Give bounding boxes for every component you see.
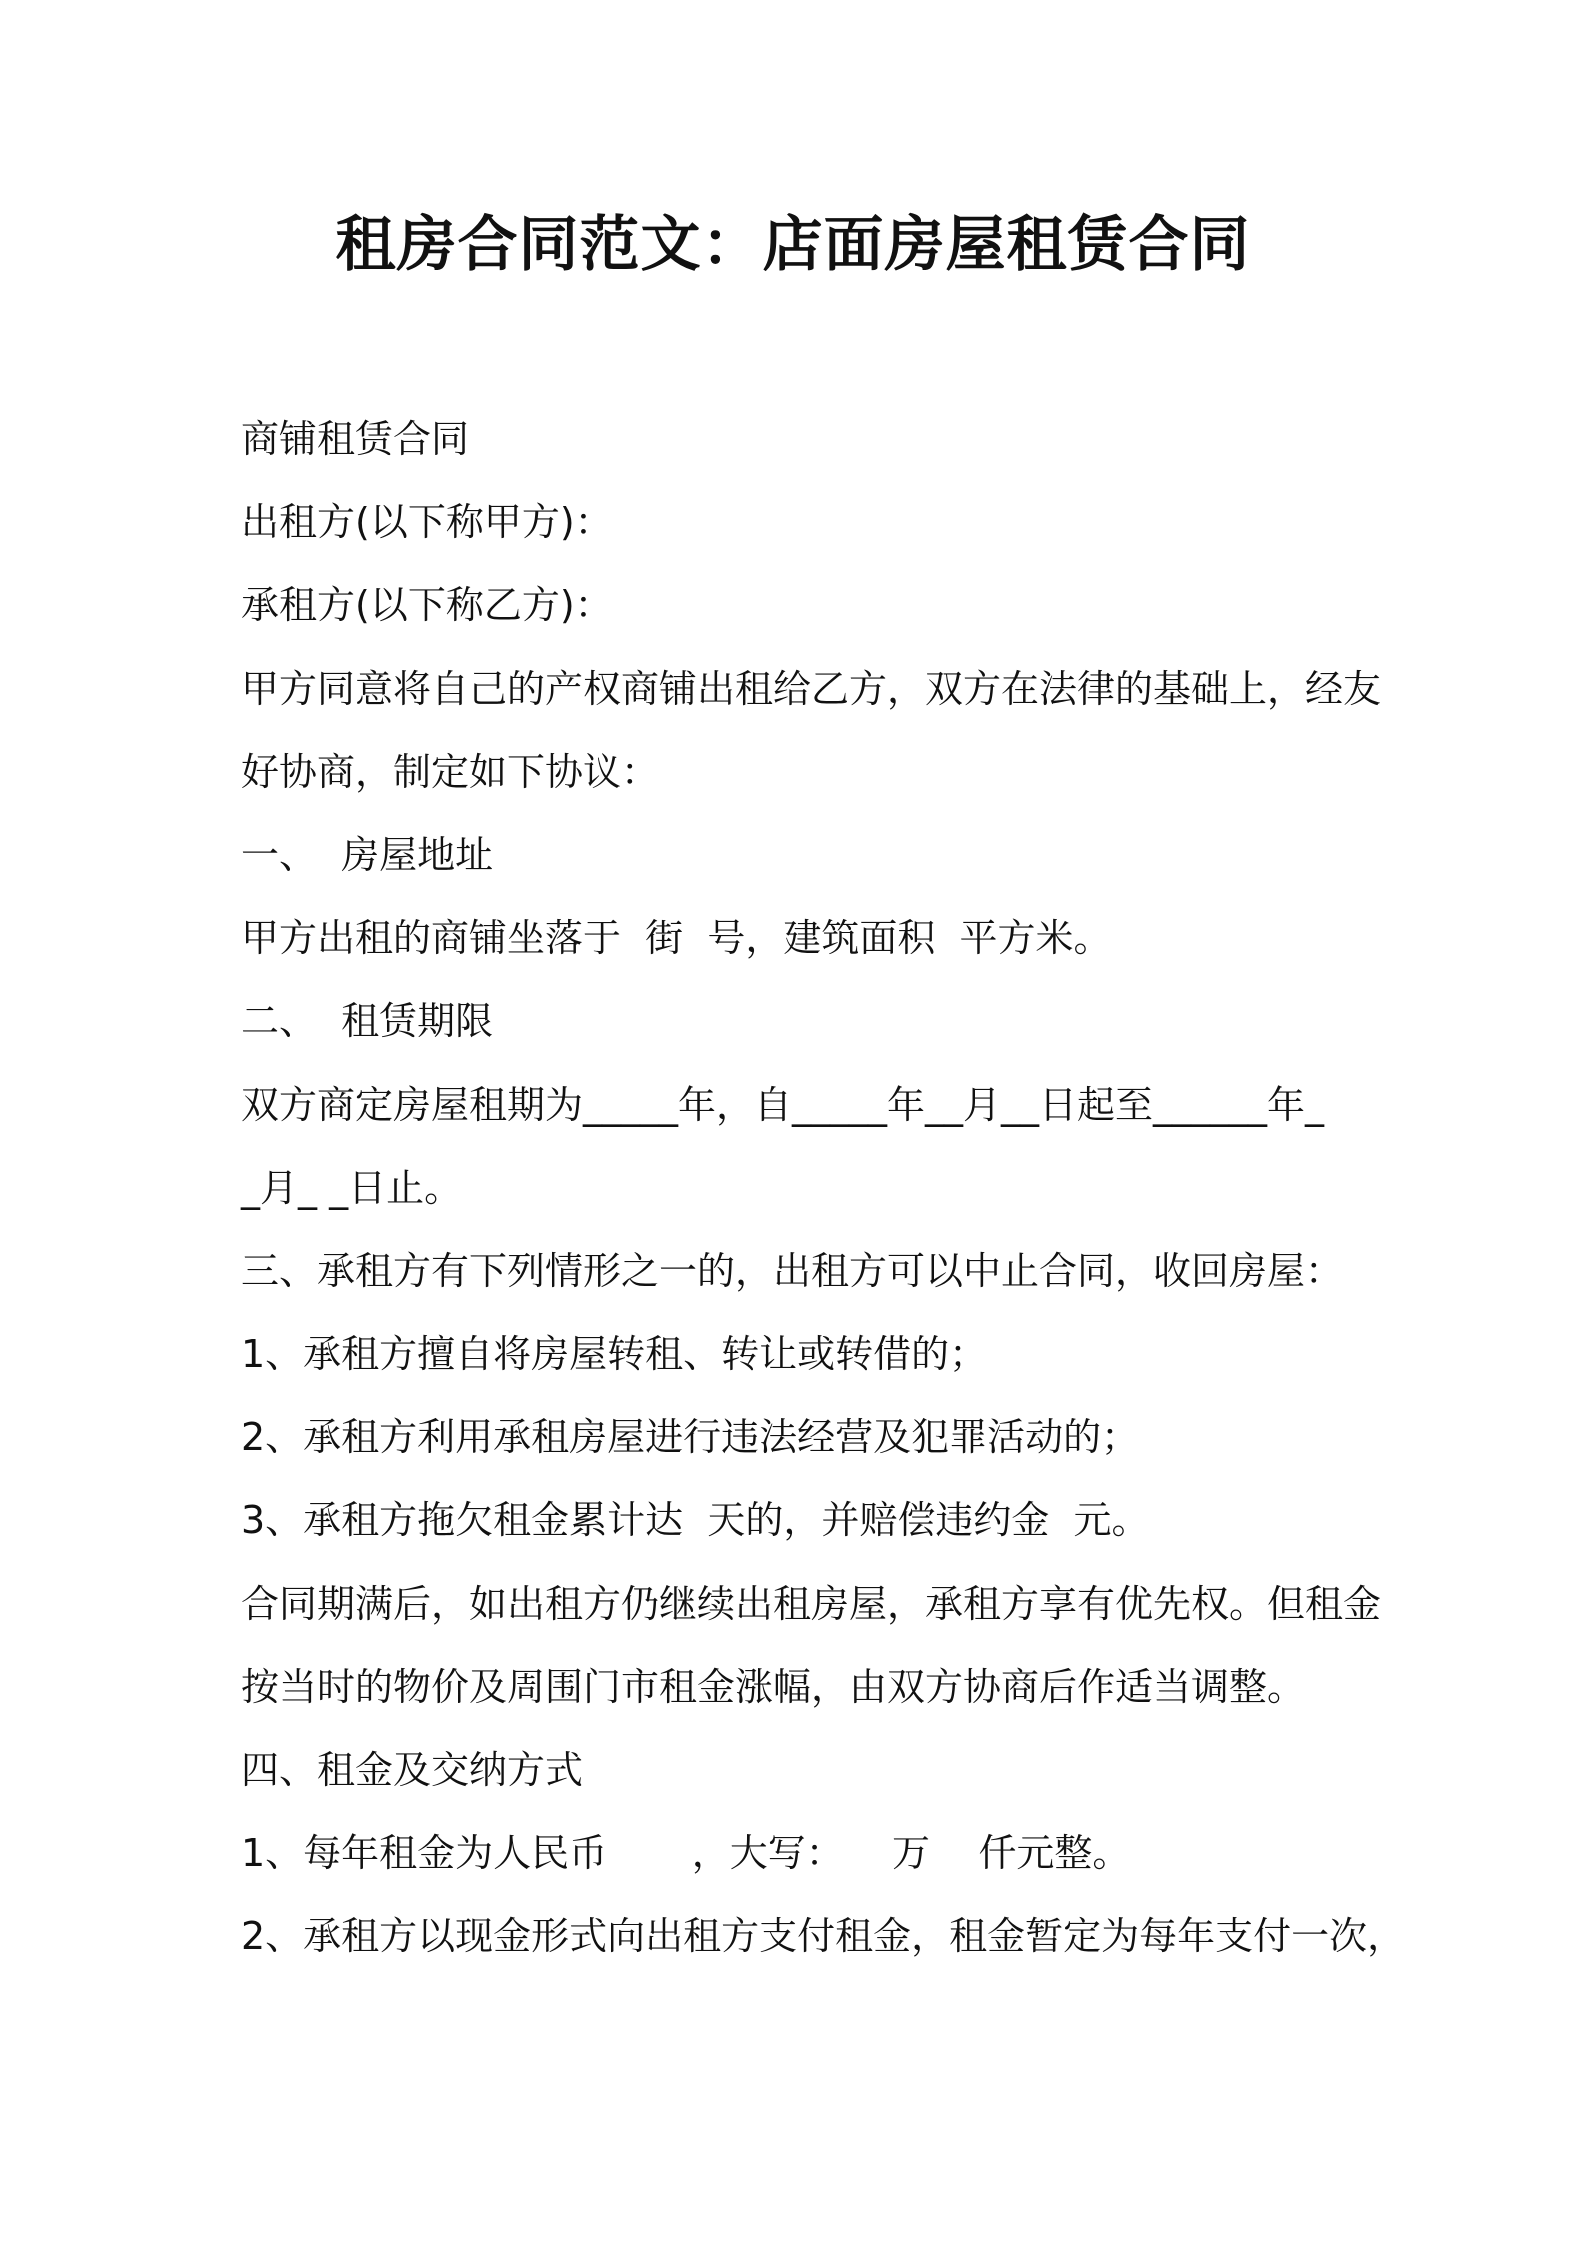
document-title: 租房合同范文：店面房屋租赁合同 [335, 210, 1251, 280]
paragraph-line: 合同期满后，如出租方仍继续出租房屋，承租方享有优先权。但租金 [241, 1581, 1382, 1626]
paragraph-line: 甲方出租的商铺坐落于 街 号，建筑面积 平方米。 [241, 916, 1112, 961]
list-item: 2、承租方利用承租房屋进行违法经营及犯罪活动的； [241, 1415, 1140, 1460]
paragraph-line: 双方商定房屋租期为_____年，自_____年__月__日起至______年_ [241, 1082, 1325, 1127]
section-heading: 二、 租赁期限 [241, 999, 494, 1044]
list-item: 2、承租方以现金形式向出租方支付租金，租金暂定为每年支付一次， [241, 1914, 1406, 1959]
paragraph-line: 甲方同意将自己的产权商铺出租给乙方，双方在法律的基础上，经友 [241, 666, 1382, 711]
paragraph-line: 好协商，制定如下协议： [241, 749, 660, 794]
section-heading: 四、租金及交纳方式 [241, 1748, 584, 1792]
paragraph-line: 出租方(以下称甲方)： [241, 500, 613, 545]
paragraph-line: 商铺租赁合同 [241, 417, 470, 461]
section-heading: 三、承租方有下列情形之一的，出租方可以中止合同，收回房屋： [241, 1248, 1344, 1293]
document-body [241, 398, 1406, 1979]
list-item: 1、承租方擅自将房屋转租、转让或转借的； [241, 1332, 988, 1377]
paragraph-line: 承租方(以下称乙方)： [241, 583, 613, 628]
paragraph-line: 按当时的物价及周围门市租金涨幅，由双方协商后作适当调整。 [241, 1664, 1306, 1709]
paragraph-line: _月_ _日止。 [241, 1165, 463, 1210]
section-heading: 一、 房屋地址 [241, 832, 494, 877]
list-item: 3、承租方拖欠租金累计达 天的，并赔偿违约金 元。 [241, 1498, 1150, 1543]
list-item: 1、每年租金为人民币 ，大写： 万 仟元整。 [241, 1831, 1131, 1876]
